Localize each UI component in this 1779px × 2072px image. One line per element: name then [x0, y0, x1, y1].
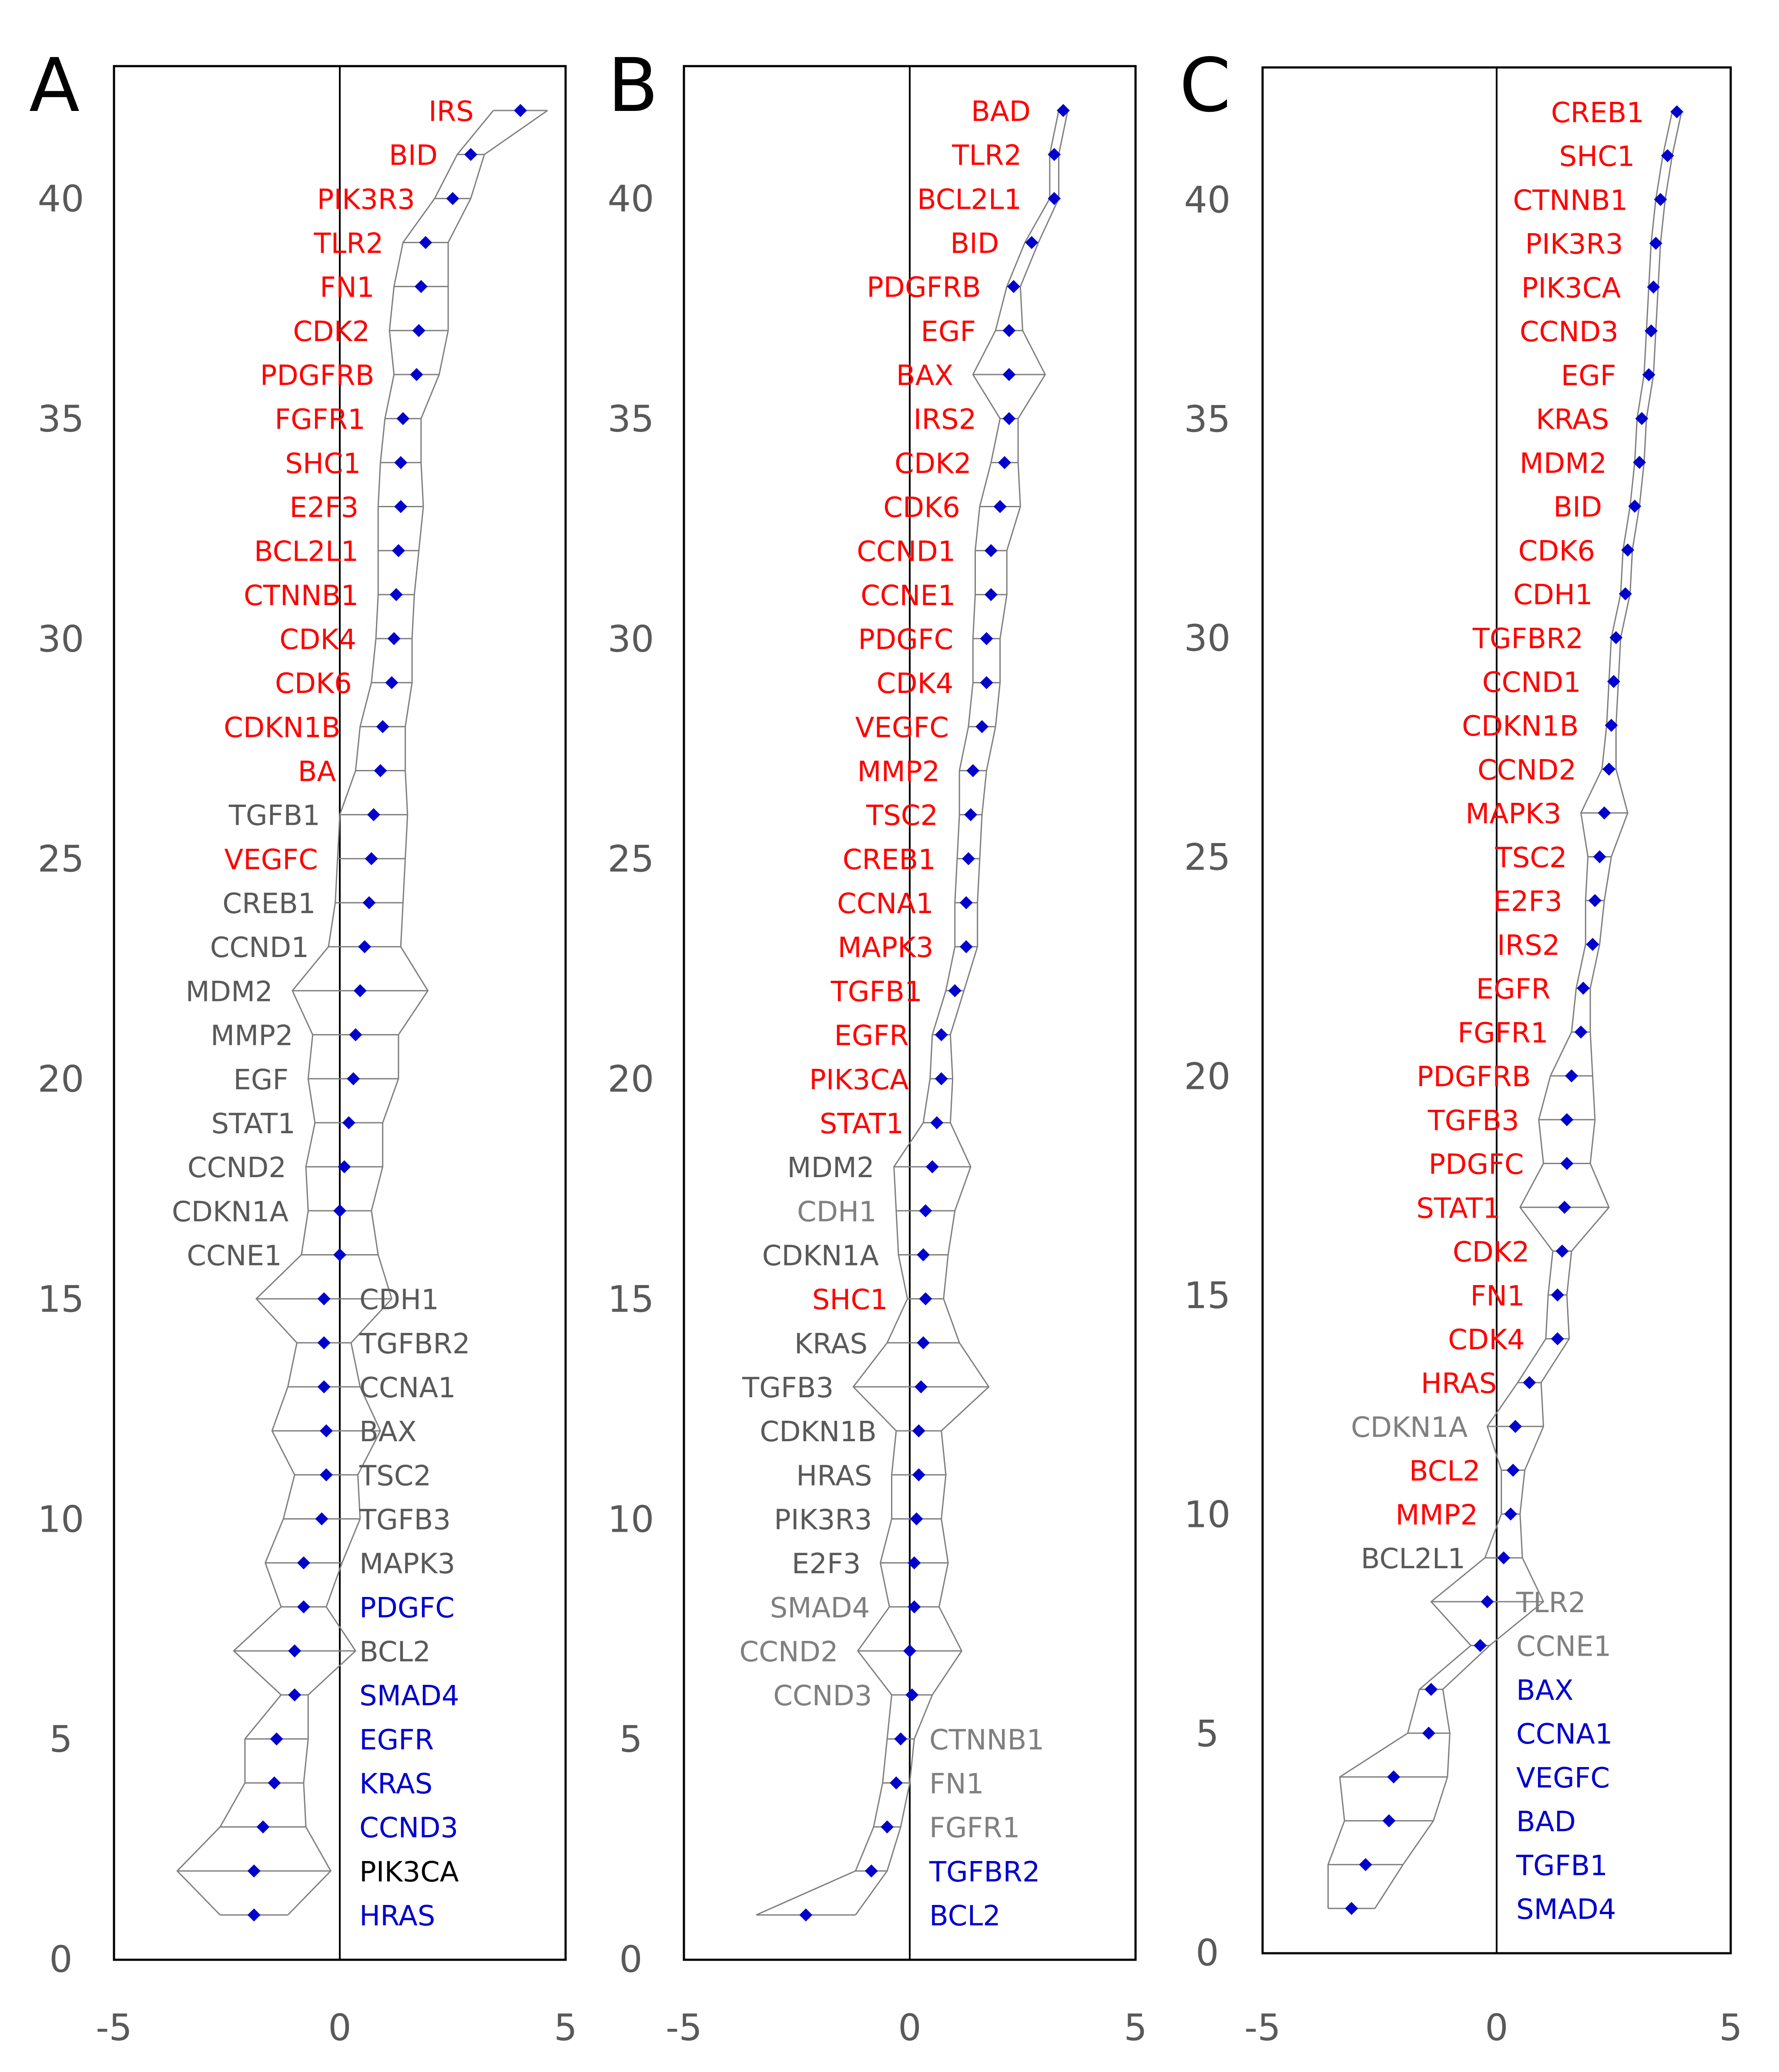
gene-label: EGF	[233, 1064, 289, 1096]
gene-label: FGFR1	[1457, 1017, 1548, 1050]
gene-label: VEGFC	[855, 712, 949, 744]
gene-label: CCNE1	[861, 579, 956, 612]
y-tick-label: 40	[607, 177, 654, 221]
y-tick-label: 40	[1184, 178, 1231, 221]
gene-label: PIK3CA	[1521, 272, 1621, 305]
gene-label: CDKN1A	[172, 1196, 289, 1228]
panel-letter: C	[1179, 43, 1231, 129]
gene-label: CREB1	[1551, 97, 1645, 129]
gene-label: PDGFC	[359, 1592, 455, 1624]
gene-label: FN1	[1470, 1280, 1525, 1312]
y-tick-label: 15	[37, 1278, 84, 1321]
gene-label: SMAD4	[1516, 1894, 1616, 1926]
gene-label: CCND2	[187, 1152, 287, 1185]
gene-label: MMP2	[1395, 1499, 1478, 1532]
gene-label: BID	[389, 140, 438, 172]
gene-label: CDH1	[797, 1196, 877, 1228]
gene-label: CCNE1	[1516, 1630, 1611, 1663]
gene-label: CDK2	[1452, 1236, 1530, 1269]
gene-label: IRS	[428, 96, 474, 128]
gene-label: BA	[298, 756, 336, 788]
gene-label: IRS2	[1497, 929, 1560, 962]
gene-label: FGFR1	[929, 1812, 1020, 1844]
gene-label: BCL2	[359, 1636, 431, 1668]
gene-label: CCNA1	[1516, 1718, 1613, 1751]
gene-label: TGFB3	[359, 1504, 451, 1536]
x-tick-label: 0	[328, 2006, 352, 2049]
gene-label: CDK6	[883, 492, 960, 524]
gene-label: TGFB1	[228, 800, 320, 832]
y-tick-label: 30	[37, 617, 84, 660]
gene-label: BID	[950, 228, 999, 260]
y-tick-label: 20	[37, 1058, 84, 1101]
gene-label: CDK4	[279, 624, 357, 656]
gene-label: SHC1	[812, 1284, 888, 1316]
gene-label: TSC2	[866, 800, 938, 832]
gene-label: CDK4	[876, 668, 954, 700]
gene-label: MDM2	[1519, 447, 1607, 480]
gene-label: FN1	[929, 1768, 984, 1801]
gene-label: BCL2L1	[917, 184, 1022, 216]
y-tick-label: 30	[1184, 617, 1231, 660]
gene-label: KRAS	[359, 1768, 433, 1801]
gene-label: EGFR	[359, 1724, 434, 1757]
y-tick-label: 15	[607, 1278, 654, 1321]
gene-label: CDK2	[293, 315, 370, 348]
gene-label: CTNNB1	[1513, 184, 1628, 217]
gene-label: CCNA1	[359, 1372, 456, 1404]
gene-label: BAX	[359, 1416, 417, 1449]
gene-label: PIK3R3	[317, 184, 415, 216]
x-tick-label: 5	[1124, 2006, 1147, 2049]
gene-label: CDKN1B	[1462, 710, 1579, 743]
gene-label: TGFB3	[1427, 1105, 1519, 1137]
gene-label: SMAD4	[359, 1680, 459, 1713]
x-tick-label: -5	[96, 2006, 132, 2049]
gene-label: TGFB1	[831, 976, 922, 1008]
gene-label: BCL2	[1409, 1455, 1481, 1488]
gene-label: EGFR	[1476, 973, 1551, 1006]
y-tick-label: 25	[1184, 836, 1231, 879]
gene-label: VEGFC	[1516, 1762, 1610, 1794]
x-tick-label: 5	[554, 2006, 577, 2049]
gene-label: VEGFC	[224, 844, 318, 876]
y-tick-label: 35	[1184, 398, 1231, 441]
gene-label: E2F3	[289, 492, 359, 524]
gene-label: BAD	[1516, 1806, 1576, 1838]
gene-label: BAD	[971, 96, 1031, 128]
gene-label: BCL2L1	[1360, 1543, 1466, 1576]
gene-label: CCND1	[1482, 666, 1581, 699]
gene-label: CCND1	[857, 536, 956, 568]
gene-label: TLR2	[314, 228, 384, 260]
gene-label: HRAS	[1421, 1368, 1497, 1400]
gene-label: CREB1	[842, 844, 936, 876]
gene-label: CCND3	[1519, 316, 1619, 348]
y-tick-label: 35	[607, 398, 654, 441]
y-tick-label: 20	[607, 1058, 654, 1101]
gene-label: TGFBR2	[929, 1856, 1040, 1888]
x-tick-label: 5	[1719, 2006, 1742, 2049]
panel-letter: B	[607, 43, 659, 129]
gene-label: CCND3	[773, 1680, 872, 1713]
gene-label: KRAS	[794, 1328, 868, 1360]
gene-label: TGFBR2	[1472, 623, 1584, 655]
gene-label: MAPK3	[838, 932, 934, 964]
gene-label: FN1	[320, 271, 375, 304]
gene-label: PDGFRB	[260, 360, 375, 392]
gene-label: CCNA1	[837, 888, 934, 921]
y-tick-label: 10	[37, 1498, 84, 1541]
gene-label: MMP2	[210, 1020, 293, 1052]
gene-label: CDKN1B	[760, 1416, 877, 1449]
gene-label: CTNNB1	[929, 1724, 1045, 1757]
gene-label: PDGFRB	[867, 271, 981, 304]
gene-label: MMP2	[857, 756, 940, 788]
gene-label: PIK3CA	[359, 1856, 459, 1888]
y-tick-label: 25	[607, 837, 654, 880]
gene-label: TSC2	[359, 1460, 432, 1493]
gene-label: CREB1	[222, 888, 316, 921]
gene-label: KRAS	[1536, 404, 1609, 436]
gene-label: CDH1	[1513, 579, 1593, 612]
y-tick-label: 10	[607, 1498, 654, 1541]
gene-label: CDK6	[275, 668, 352, 700]
gene-label: PDGFRB	[1417, 1061, 1531, 1094]
gene-label: CCND2	[739, 1636, 838, 1668]
gene-label: CDK6	[1518, 535, 1595, 568]
x-tick-label: -5	[666, 2006, 702, 2049]
gene-label: SMAD4	[770, 1592, 870, 1624]
x-tick-label: 0	[898, 2006, 921, 2049]
y-tick-label: 0	[1196, 1931, 1219, 1974]
gene-label: MAPK3	[359, 1548, 456, 1580]
y-tick-label: 0	[619, 1938, 643, 1981]
gene-label: CCND2	[1477, 754, 1577, 787]
y-tick-label: 35	[37, 398, 84, 441]
gene-label: MDM2	[787, 1152, 874, 1185]
gene-label: TLR2	[1516, 1587, 1586, 1619]
gene-label: PDGFC	[858, 624, 954, 656]
y-tick-label: 0	[49, 1938, 73, 1981]
y-tick-label: 10	[1184, 1493, 1231, 1536]
gene-label: E2F3	[1493, 886, 1562, 918]
gene-label: CCNE1	[187, 1240, 282, 1272]
gene-label: MAPK3	[1465, 798, 1561, 830]
gene-label: PDGFC	[1428, 1148, 1524, 1181]
y-tick-label: 20	[1184, 1055, 1231, 1098]
gene-label: IRS2	[913, 404, 977, 436]
gene-label: HRAS	[796, 1460, 872, 1493]
gene-label: PIK3R3	[1525, 228, 1623, 261]
y-tick-label: 5	[49, 1718, 73, 1761]
gene-label: E2F3	[791, 1548, 861, 1580]
y-tick-label: 5	[619, 1718, 643, 1761]
gene-label: BID	[1553, 491, 1602, 524]
gene-label: MDM2	[185, 976, 273, 1008]
gene-label: SHC1	[1559, 141, 1635, 173]
gene-label: HRAS	[359, 1900, 436, 1932]
y-tick-label: 5	[1196, 1712, 1219, 1755]
gene-label: EGF	[921, 315, 976, 348]
gene-label: STAT1	[819, 1108, 904, 1140]
gene-label: CCND3	[359, 1812, 459, 1844]
gene-label: CDK2	[895, 448, 972, 480]
gene-label: BAX	[1516, 1674, 1574, 1707]
gene-label: CDK4	[1448, 1324, 1525, 1356]
gene-label: TSC2	[1495, 842, 1567, 874]
y-tick-label: 25	[37, 837, 84, 880]
gene-label: STAT1	[211, 1108, 295, 1140]
x-tick-label: -5	[1244, 2006, 1281, 2049]
y-tick-label: 40	[37, 177, 84, 221]
gene-label: TGFB1	[1516, 1850, 1608, 1882]
gene-label: CTNNB1	[244, 579, 359, 612]
gene-label: CDKN1A	[1351, 1411, 1468, 1444]
gene-label: CDH1	[359, 1284, 439, 1316]
x-tick-label: 0	[1485, 2006, 1508, 2049]
gene-label: FGFR1	[275, 404, 365, 436]
gene-label: BCL2	[929, 1900, 1001, 1932]
gene-label: TLR2	[952, 140, 1022, 172]
gene-label: BAX	[896, 360, 954, 392]
gene-label: BCL2L1	[254, 536, 359, 568]
gene-label: STAT1	[1416, 1192, 1501, 1225]
gene-label: EGF	[1561, 360, 1616, 392]
gene-label: SHC1	[285, 448, 361, 480]
y-tick-label: 15	[1184, 1274, 1231, 1317]
gene-label: EGFR	[834, 1020, 909, 1052]
gene-label: PIK3CA	[809, 1064, 909, 1096]
gene-label: CDKN1A	[762, 1240, 879, 1272]
panel-letter: A	[29, 43, 80, 129]
gene-label: TGFB3	[742, 1372, 834, 1404]
gene-label: CCND1	[210, 932, 309, 964]
gene-label: PIK3R3	[774, 1504, 872, 1536]
y-tick-label: 30	[607, 617, 654, 660]
gene-label: TGFBR2	[359, 1328, 470, 1360]
gene-label: CDKN1B	[224, 712, 341, 744]
